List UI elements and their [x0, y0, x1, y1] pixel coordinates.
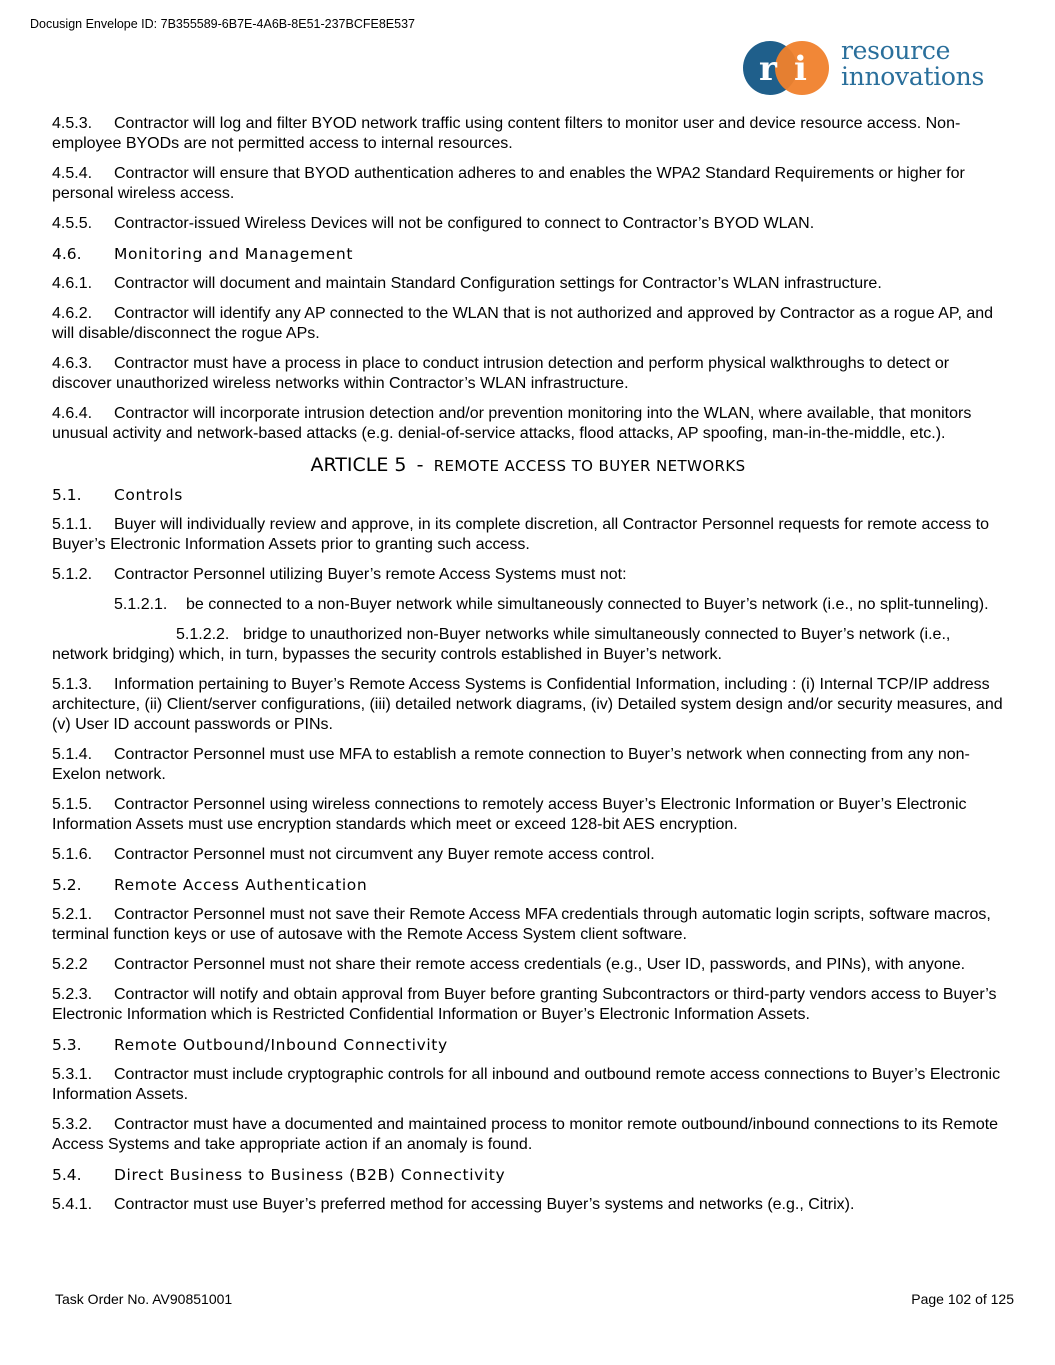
- clause-4-6-3: 4.6.3. Contractor must have a process in place to conduct intrusion detection and perform physical walkthroughs to detect or discover unauthorized wireless networks within Contractor’s WLAN infrastructure.: [52, 355, 950, 392]
- clause-5-1-2-2: 5.1.2.2. bridge to unauthorized non-Buyer networks while simultaneously connected to Buyer’s network (i.e., network bridging) which, in turn, bypasses the security controls established in Buyer’s network.: [52, 626, 951, 663]
- logo-mark-i: i: [794, 49, 807, 89]
- article-heading: ARTICLE 5 - REMOTE ACCESS TO BUYER NETWORKS: [310, 454, 746, 476]
- logo-line-1: resource: [841, 36, 951, 65]
- document-body: [52, 114, 1004, 1225]
- clause-4-5-4: 4.5.4. Contractor will ensure that BYOD authentication adheres to and enables the WPA2 Standard Requirements or higher for personal wireless access.: [52, 165, 965, 202]
- footer-page-number: Page 102 of 125: [911, 1291, 1014, 1307]
- clause-5-1-3: 5.1.3. Information pertaining to Buyer’s Remote Access Systems is Confidential Information, including : (i) Internal TCP/IP address architecture, (ii) Client/server configurations, (iii) detailed network diagrams, (iv) Detailed system design and/or security measures, and (v) User ID account passwords or PINs.: [52, 676, 1003, 733]
- section-heading-5-1: 5.1. Controls: [52, 486, 183, 504]
- section-heading-5-3: 5.3. Remote Outbound/Inbound Connectivity: [52, 1036, 448, 1054]
- clause-4-5-3: 4.5.3. Contractor will log and filter BYOD network traffic using content filters to monitor user and device resource access. Non-employee BYODs are not permitted access to internal resources.: [52, 115, 961, 152]
- clause-5-1-5: 5.1.5. Contractor Personnel using wireless connections to remotely access Buyer’s Electronic Information or Buyer’s Electronic Information Assets must use encryption standards which meet or exceed 128-bit AES encryption.: [52, 796, 967, 833]
- clause-5-2-1: 5.2.1. Contractor Personnel must not save their Remote Access MFA credentials through automatic login scripts, software macros, terminal function keys or use of autosave with the Remote Access System client software.: [52, 906, 991, 943]
- clause-5-4-1: 5.4.1. Contractor must use Buyer’s preferred method for accessing Buyer’s systems and networks (e.g., Citrix).: [52, 1196, 855, 1213]
- clause-5-1-2: 5.1.2. Contractor Personnel utilizing Buyer’s remote Access Systems must not:: [52, 566, 627, 583]
- envelope-id: Docusign Envelope ID: 7B355589-6B7E-4A6B-8E51-237BCFE8E537: [30, 17, 415, 31]
- clause-5-3-1: 5.3.1. Contractor must include cryptographic controls for all inbound and outbound remote access connections to Buyer’s Electronic Information Assets.: [52, 1066, 1001, 1103]
- logo-mark-icon: [741, 40, 833, 96]
- clause-5-2-3: 5.2.3. Contractor will notify and obtain approval from Buyer before granting Subcontractors or third-party vendors access to Buyer’s Electronic Information which is Restricted Confidential Information or Buyer’s Electronic Information Assets.: [52, 986, 997, 1023]
- clause-5-1-1: 5.1.1. Buyer will individually review and approve, in its complete discretion, all Contractor Personnel requests for remote access to Buyer’s Electronic Information Assets prior to granting such access.: [52, 516, 990, 553]
- clause-4-5-5: 4.5.5. Contractor-issued Wireless Devices will not be configured to connect to Contractor’s BYOD WLAN.: [52, 215, 815, 232]
- clause-4-6-2: 4.6.2. Contractor will identify any AP connected to the WLAN that is not authorized and approved by Contractor as a rogue AP, and will disable/disconnect the rogue APs.: [52, 305, 994, 342]
- clause-5-1-2-1: 5.1.2.1. be connected to a non-Buyer network while simultaneously connected to Buyer’s network (i.e., no split-tunneling).: [114, 596, 989, 613]
- clause-4-6-4: 4.6.4. Contractor will incorporate intrusion detection and/or prevention monitoring into the WLAN, where available, that monitors unusual activity and network-based attacks (e.g. denial-of-service attacks, flood attacks, AP spoofing, man-in-the-middle, etc.).: [52, 405, 972, 442]
- section-heading-5-4: 5.4. Direct Business to Business (B2B) Connectivity: [52, 1166, 506, 1184]
- clause-5-2-2: 5.2.2 Contractor Personnel must not share their remote access credentials (e.g., User ID, passwords, and PINs), with anyone.: [52, 956, 966, 973]
- clause-5-1-6: 5.1.6. Contractor Personnel must not circumvent any Buyer remote access control.: [52, 846, 655, 863]
- company-logo: [741, 36, 1011, 96]
- logo-mark-r: r: [759, 49, 777, 89]
- section-heading-4-6: 4.6. Monitoring and Management: [52, 245, 354, 263]
- footer-task-order: Task Order No. AV90851001: [55, 1291, 233, 1307]
- logo-line-2: innovations: [841, 62, 985, 91]
- clause-5-1-4: 5.1.4. Contractor Personnel must use MFA to establish a remote connection to Buyer’s network when connecting from any non-Exelon network.: [52, 746, 970, 783]
- section-heading-5-2: 5.2. Remote Access Authentication: [52, 876, 368, 894]
- clause-4-6-1: 4.6.1. Contractor will document and maintain Standard Configuration settings for Contractor’s WLAN infrastructure.: [52, 275, 882, 292]
- clause-5-3-2: 5.3.2. Contractor must have a documented and maintained process to monitor remote outbound/inbound connections to its Remote Access Systems and take appropriate action if an anomaly is found.: [52, 1116, 999, 1153]
